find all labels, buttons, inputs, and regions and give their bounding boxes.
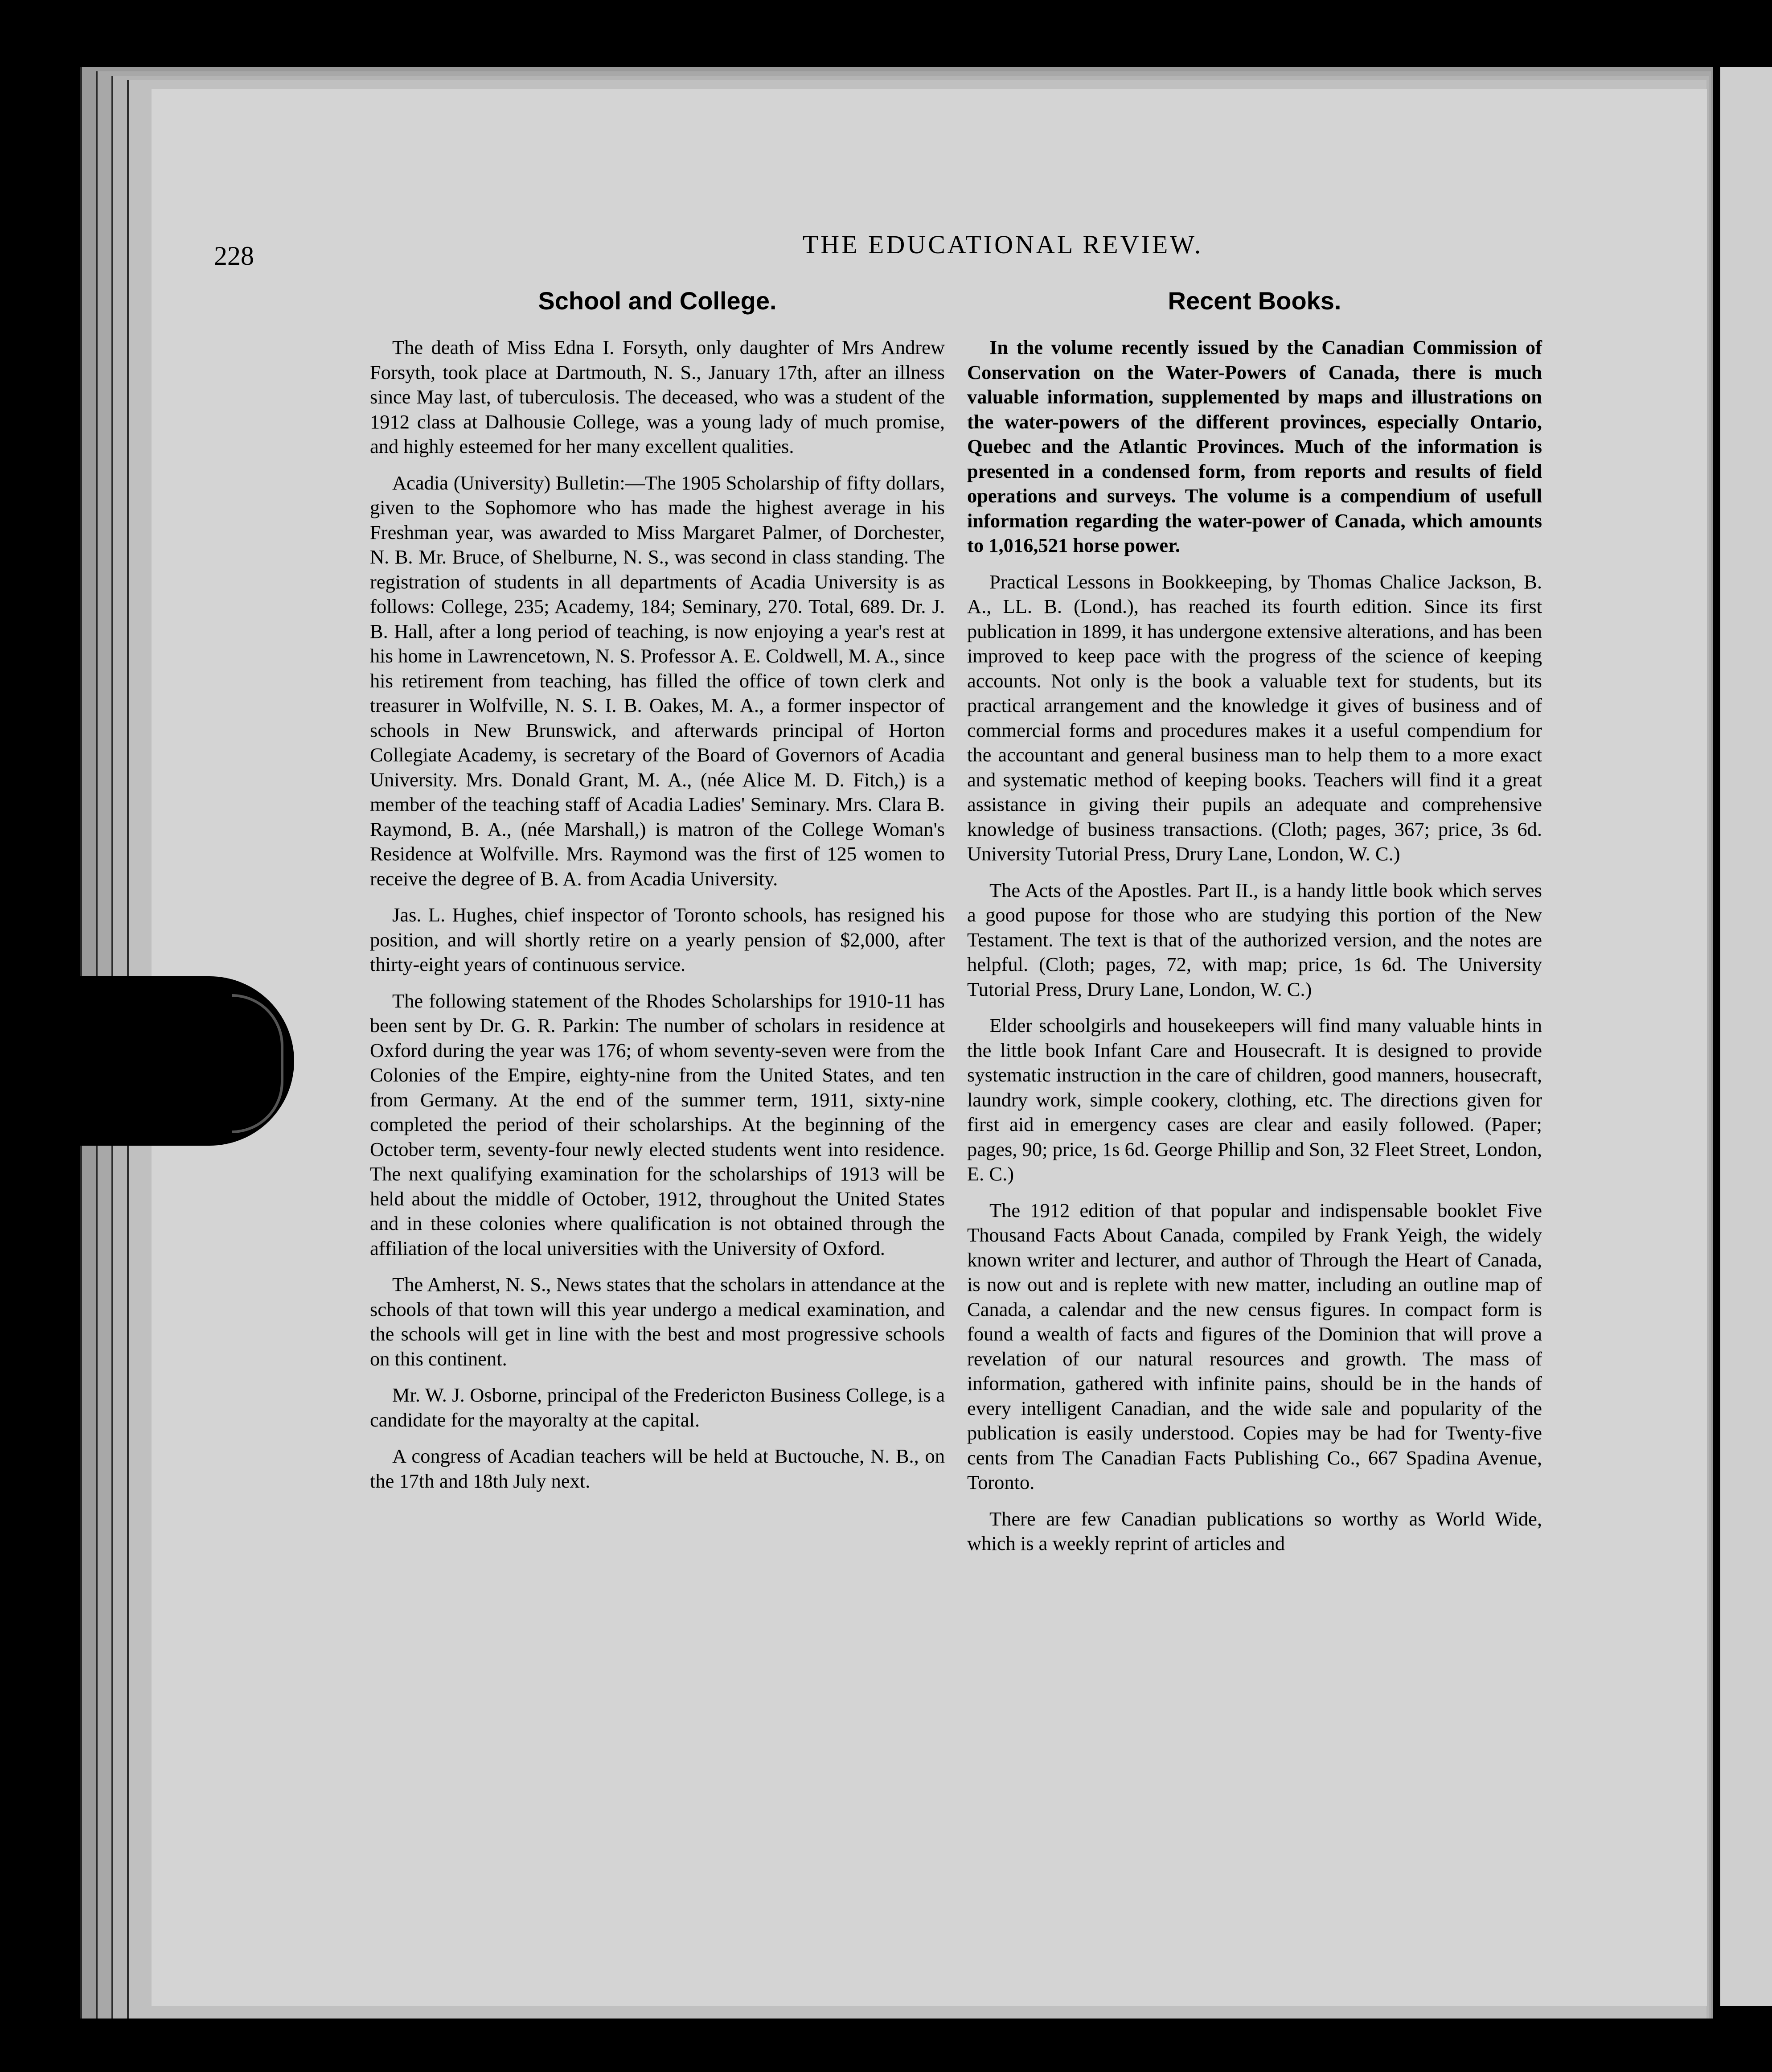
article-paragraph: There are few Canadian publications so worthy as World Wide, which is a weekly reprint of articles and <box>967 1507 1542 1554</box>
left-column <box>370 285 945 1505</box>
article-paragraph: The Acts of the Apostles. Part II., is a handy little book which serves a good pupose for those who are studying this portion of the New Testament. The text is that of the authorized version, and the notes are helpful. (Cloth; pages, 72, with map; price, 1s 6d. The University Tutorial Press, Drury Lane, London, W. C.) <box>967 879 1542 1000</box>
article-paragraph: Elder schoolgirls and housekeepers will find many valuable hints in the little book Infant Care and Housecraft. It is designed to provide systematic instruction in the care of children, good manners, housecraft, laundry work, simple cookery, clothing, etc. The directions given for first aid in emergency cases are clear and easily followed. (Paper; pages, 90; price, 1s 6d. George Phillip and Son, 32 Fleet Street, London, E. C.) <box>967 1014 1542 1185</box>
running-head: THE EDUCATIONAL REVIEW. <box>802 230 1203 259</box>
page-number: 228 <box>214 241 254 271</box>
facing-page-edge <box>1720 67 1772 2006</box>
article-paragraph: Mr. W. J. Osborne, principal of the Fredericton Business College, is a candidate for the mayoralty at the capital. <box>370 1384 945 1431</box>
article-paragraph: Practical Lessons in Bookkeeping, by Thomas Chalice Jackson, B. A., LL. B. (Lond.), has reached its fourth edition. Since its first publication in 1899, it has undergone extensive alterations, and has been improved to keep pace with the progress of the science of keeping accounts. Not only is the book a valuable text for students, but its practical arrangement and the knowledge it gives of business and of commercial forms and procedures makes it a useful compendium for the accountant and general business man to help them to a more exact and systematic method of keeping books. Teachers will find it a great assistance in giving their pupils an adequate and comprehensive knowledge of business transactions. (Cloth; pages, 367; price, 3s 6d. University Tutorial Press, Drury Lane, London, W. C.) <box>967 570 1542 865</box>
article-paragraph: The Amherst, N. S., News states that the scholars in attendance at the schools of that town will this year undergo a medical examination, and the schools will get in line with the best and most progressive schools on this continent. <box>370 1273 945 1370</box>
right-column <box>967 285 1542 1568</box>
column-heading: Recent Books. <box>1168 287 1341 315</box>
column-heading: School and College. <box>538 287 777 315</box>
article-paragraph: The following statement of the Rhodes Scholarships for 1910-11 has been sent by Dr. G. R. Parkin: The number of scholars in residence at Oxford during the year was 176; of whom seventy-seven were from the Colonies of the Empire, eighty-nine from the United States, and ten from Germany. At the end of the summer term, 1911, sixty-nine completed the period of their scholarships. At the beginning of the October term, seventy-four newly elected students went into residence. The next qualifying examination for the scholarships of 1913 will be held about the middle of October, 1912, throughout the United States and in these colonies where qualification is not obtained through the affiliation of the local universities with the University of Oxford. <box>370 989 945 1259</box>
article-paragraph: Jas. L. Hughes, chief inspector of Toronto schools, has resigned his position, and will shortly retire on a yearly pension of $2,000, after thirty-eight years of continuous service. <box>370 904 945 975</box>
article-paragraph: A congress of Acadian teachers will be held at Buctouche, N. B., on the 17th and 18th July next. <box>370 1445 945 1492</box>
article-paragraph: The 1912 edition of that popular and indispensable booklet Five Thousand Facts About Canada, compiled by Frank Yeigh, the widely known writer and lecturer, and author of Through the Heart of Canada, is now out and is replete with new matter, including an outline map of Canada, a calendar and the new census figures. In compact form is found a wealth of facts and figures of the Dominion that will prove a revelation of our natural resources and growth. The mass of information, gathered with infinite pains, should be in the hands of every intelligent Canadian, and the wide sale and popularity of the publication is easily understood. Copies may be had for Twenty-five cents from The Canadian Facts Publishing Co., 667 Spadina Avenue, Toronto. <box>967 1199 1542 1493</box>
article-paragraph: The death of Miss Edna I. Forsyth, only daughter of Mrs Andrew Forsyth, took place at Dartmouth, N. S., January 17th, after an illness since May last, of tuberculosis. The deceased, who was a student of the 1912 class at Dalhousie College, was a young lady of much promise, and highly esteemed for her many excellent qualities. <box>370 336 945 457</box>
article-paragraph: Acadia (University) Bulletin:—The 1905 Scholarship of fifty dollars, given to the Sophomore who has made the highest average in his Freshman year, was awarded to Miss Margaret Palmer, of Dorchester, N. B. Mr. Bruce, of Shelburne, N. S., was second in class standing. The registration of students in all departments of Acadia University is as follows: College, 235; Academy, 184; Seminary, 270. Total, 689. Dr. J. B. Hall, after a long period of teaching, is now enjoying a year's rest at his home in Lawrencetown, N. S. Professor A. E. Coldwell, M. A., since his retirement from teaching, has filled the office of town clerk and treasurer in Wolfville, N. S. I. B. Oakes, M. A., a former inspector of schools in New Brunswick, and afterwards principal of Horton Collegiate Academy, is secretary of the Board of Governors of Acadia University. Mrs. Donald Grant, M. A., (née Alice M. D. Fitch,) is a member of the teaching staff of Acadia Ladies' Seminary. Mrs. Clara B. Raymond, B. A., (née Marshall,) is matron of the College Woman's Residence at Wolfville. Mrs. Raymond was the first of 125 women to receive the degree of B. A. from Acadia University. <box>370 471 945 890</box>
article-paragraph: In the volume recently issued by the Canadian Commission of Conservation on the Water-Powers of Canada, there is much valuable information, supplemented by maps and illustrations on the water-powers of the different provinces, especially Ontario, Quebec and the Atlantic Provinces. Much of the information is presented in a condensed form, from reports and results of field operations and surveys. The volume is a compendium of usefull information regarding the water-power of Canada, which amounts to 1,016,521 horse power. <box>967 336 1542 556</box>
